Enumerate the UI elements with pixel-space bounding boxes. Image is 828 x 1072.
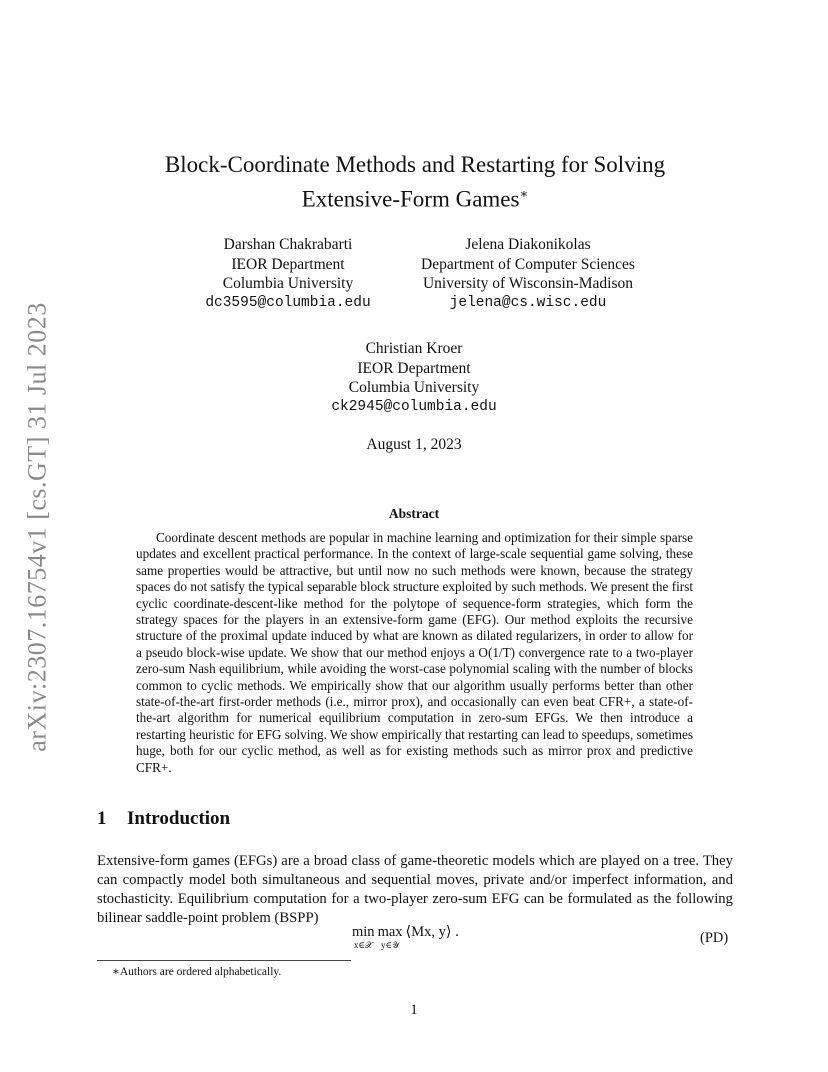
arxiv-side-identifier xyxy=(16,296,60,758)
author-email: jelena@cs.wisc.edu xyxy=(449,294,607,311)
abstract-body: Coordinate descent methods are popular in machine learning and optimization for their simple sparse updates and excellent practical performance. In the context of large-scale sequential game solving, these same properties would be attractive, but until now no such methods were known, because the strategy spaces do not satisfy the typical separable block structure exploited by such methods. We present the first cyclic coordinate-descent-like method for the polytope of sequence-form strategies, which form the strategy spaces for the players in an extensive-form game (EFG). Our method exploits the recursive structure of the proximal update induced by what are known as dilated regularizers, in order to allow for a pseudo block-wise update. We show that our method enjoys a O(1/T) convergence rate to a two-player zero-sum Nash equilibrium, while avoiding the worst-case polynomial scaling with the number of blocks common to cyclic methods. We empirically show that our algorithm usually performs better than other state-of-the-art first-order methods (i.e., mirror prox), and occasionally can even beat CFR+, a state-of-the-art algorithm for numerical equilibrium computation in zero-sum EFGs. We then introduce a restarting heuristic for EFG solving. We show empirically that restarting can lead to speedups, sometimes huge, both for our cyclic method, as well as for existing methods such as mirror prox and predictive CFR+. xyxy=(136,530,693,775)
max-operator xyxy=(378,924,403,950)
footnote: ∗Authors are ordered alphabetically. xyxy=(112,966,282,978)
equation-body: ⟨Mx, y⟩ . xyxy=(405,924,459,940)
author-block-2 xyxy=(410,235,646,313)
title-line-2 xyxy=(120,179,710,214)
author-dept: IEOR Department xyxy=(357,359,471,377)
author-name: Darshan Chakrabarti xyxy=(223,236,353,253)
title-line-2-text: Extensive-Form Games xyxy=(301,186,520,212)
author-block-3 xyxy=(300,339,528,417)
author-dept: Department of Computer Sciences xyxy=(421,255,635,273)
section-number: 1 xyxy=(97,808,107,829)
min-op-text: min xyxy=(352,924,375,940)
equation-label: (PD) xyxy=(700,930,729,946)
section-title: Introduction xyxy=(127,808,231,829)
title-line-1: Block-Coordinate Methods and Restarting for Solving xyxy=(164,152,666,177)
abstract-heading: Abstract xyxy=(388,506,440,521)
paper-date: August 1, 2023 xyxy=(366,436,462,453)
author-name: Christian Kroer xyxy=(365,340,463,357)
title-footnote-mark: ∗ xyxy=(519,186,529,201)
section-heading xyxy=(97,808,230,830)
author-univ: Columbia University xyxy=(222,275,354,292)
author-block-1 xyxy=(178,235,398,313)
author-dept: IEOR Department xyxy=(231,255,345,273)
bspp-equation xyxy=(352,924,459,950)
author-email: ck2945@columbia.edu xyxy=(331,398,497,415)
footnote-divider xyxy=(97,960,351,961)
page-number: 1 xyxy=(410,1002,418,1018)
min-subscript: x∈𝒳 xyxy=(353,940,373,950)
author-univ: University of Wisconsin-Madison xyxy=(422,275,634,292)
author-univ: Columbia University xyxy=(348,379,480,396)
min-operator xyxy=(352,924,375,950)
arxiv-id-text: arXiv:2307.16754v1 [cs.GT] 31 Jul 2023 xyxy=(23,302,52,752)
max-subscript: y∈𝒴 xyxy=(380,940,400,950)
max-op-text: max xyxy=(377,924,403,940)
paper-title xyxy=(120,150,710,214)
intro-paragraph: Extensive-form games (EFGs) are a broad class of game-theoretic models which are played on a tree. They can compactly model both simultaneous and sequential moves, private and/or imperfect information, and stochasticity. Equilibrium computation for a two-player zero-sum EFG can be formulated as the following bilinear saddle-point problem (BSPP) xyxy=(97,853,733,926)
author-email: dc3595@columbia.edu xyxy=(205,294,371,311)
author-name: Jelena Diakonikolas xyxy=(465,236,591,253)
